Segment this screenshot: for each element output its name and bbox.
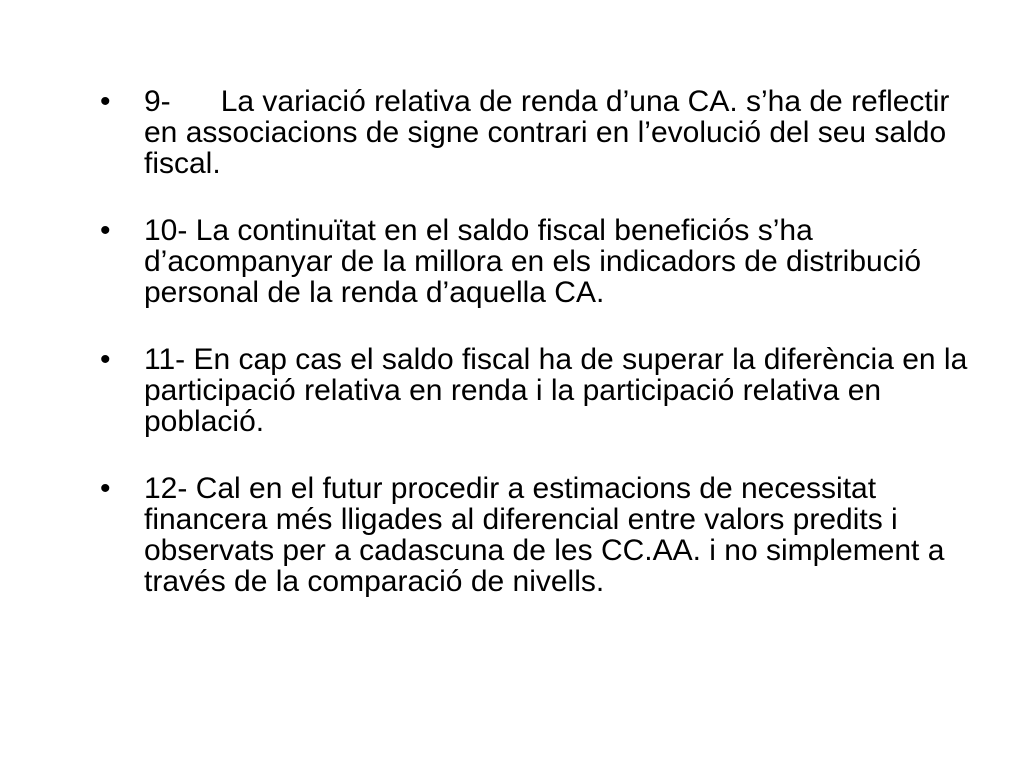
bullet-icon: • — [100, 343, 111, 376]
item-number: 11- — [144, 343, 186, 376]
bullet-icon: • — [100, 472, 111, 505]
bullet-list — [100, 86, 980, 633]
list-item-9 — [100, 86, 980, 179]
item-number: 9- — [144, 85, 171, 118]
bullet-icon: • — [100, 214, 111, 247]
item-text: La continuïtat en el saldo fiscal beneficiós s’ha d’acompanyar de la millora en els indicadors de distribució personal de la renda d’aquella CA. — [144, 214, 922, 309]
item-text: La variació relativa de renda d’una CA. s’ha de reflectir en associacions de signe contrari en l’evolució del seu saldo fiscal. — [144, 85, 950, 180]
list-item-12 — [100, 473, 980, 597]
item-text: En cap cas el saldo fiscal ha de superar la diferència en la participació relativa en renda i la participació relativa en població. — [144, 343, 968, 438]
list-item-10 — [100, 215, 980, 308]
bullet-icon: • — [100, 85, 111, 118]
item-number: 10- — [144, 214, 188, 247]
item-number: 12- — [144, 472, 188, 505]
item-text: Cal en el futur procedir a estimacions de necessitat financera més lligades al diferencial entre valors predits i observats per a cadascuna de les CC.AA. i no simplement a través de la comparació de nivells. — [144, 472, 945, 598]
list-item-11 — [100, 344, 980, 437]
